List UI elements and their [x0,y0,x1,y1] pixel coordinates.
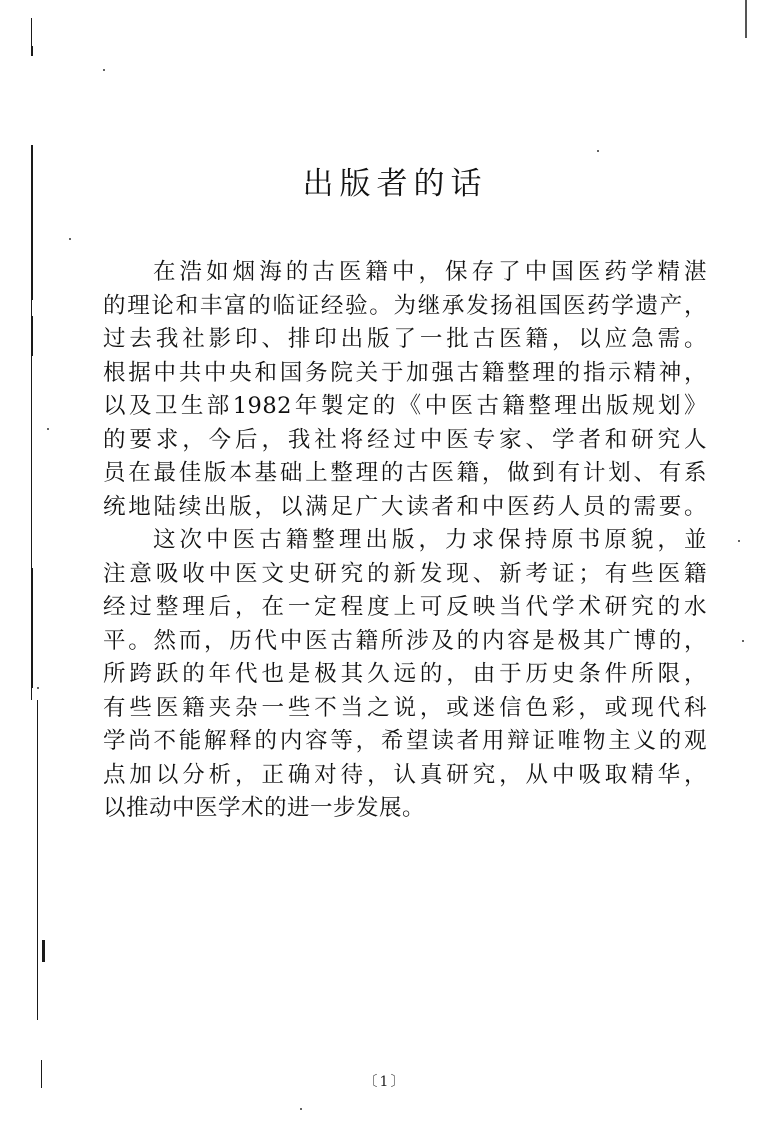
text-line: 这次中医古籍整理出版，力求保持原书原貌，並 [153,527,707,553]
scan-speck [103,69,105,71]
text-line: 的要求，今后，我社将经过中医专家、学者和研究人 [103,426,707,453]
paragraph [103,256,707,524]
text-line: 经过整理后，在一定程度上可反映当代学术研究的水 [103,594,707,620]
scan-speck [597,150,599,152]
text-line: 在浩如烟海的古医籍中，保存了中国医药学精湛 [153,259,707,285]
body-text [103,256,707,826]
page-number: 〔1〕 [363,1074,407,1090]
text-line: 的理论和丰富的临证经验。为继承发扬祖国医药学遗产， [103,292,707,319]
text-line: 过去我社影印、排印出版了一批古医籍，以应急需。 [103,326,707,352]
scan-speck [742,640,744,642]
scan-edge-right [745,0,747,38]
text-line: 所跨跃的年代也是极其久远的，由于历史条件所限， [103,661,707,687]
text-line: 点加以分析，正确对待，认真研究，从中吸取精华， [103,761,707,788]
text-line: 统地陆续出版，以满足广大读者和中医药人员的需要。 [103,493,707,520]
text-line: 注意吸收中医文史研究的新发现、新考证；有些医籍 [103,560,707,587]
text-line: 学尚不能解释的内容等，希望读者用辩证唯物主义的观 [103,728,707,754]
paragraph [103,524,707,826]
text-line: 以及卫生部1982年製定的《中医古籍整理出版规划》 [103,393,707,419]
text-line: 平。然而，历代中医古籍所涉及的内容是极其广博的， [103,627,707,654]
text-line: 有些医籍夹杂一些不当之说，或迷信色彩，或现代科 [103,694,707,721]
text-line: 员在最佳版本基础上整理的古医籍，做到有计划、有系 [103,460,707,486]
scan-speck [37,687,39,689]
scan-speck [738,540,740,542]
scan-speck [69,238,71,240]
page-title: 出版者的话 [302,166,488,202]
scan-speck [300,1108,302,1110]
text-line: 以推动中医学术的进一步发展。 [103,795,426,821]
scan-speck [47,428,49,430]
text-line: 根据中共中央和国务院关于加强古籍整理的指示精神， [103,359,707,386]
